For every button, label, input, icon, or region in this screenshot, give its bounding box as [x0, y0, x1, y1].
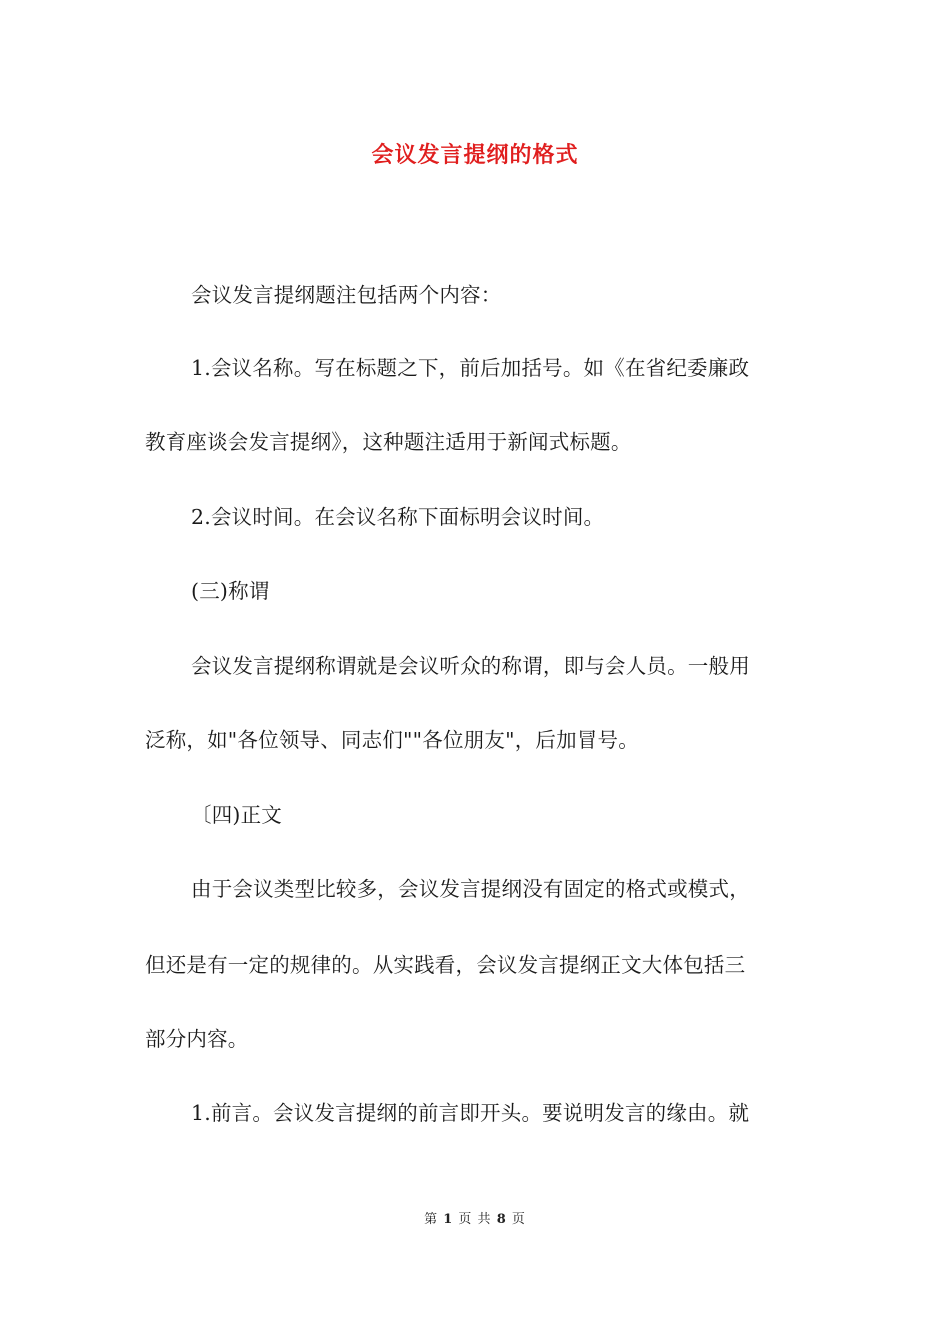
- document-title: 会议发言提纲的格式: [371, 142, 579, 168]
- paragraph-line: 教育座谈会发言提纲》，这种题注适用于新闻式标题。: [145, 430, 632, 454]
- paragraph-line: 会议发言提纲称谓就是会议听众的称谓，即与会人员。一般用: [191, 654, 750, 678]
- paragraph-line: 由于会议类型比较多，会议发言提纲没有固定的格式或模式，: [191, 877, 750, 901]
- section-heading: (三)称谓: [191, 579, 270, 603]
- paragraph-line: 会议发言提纲题注包括两个内容：: [191, 283, 502, 307]
- footer-suffix: 页: [511, 1212, 526, 1227]
- footer-middle: 页 共: [458, 1212, 492, 1227]
- paragraph-line: 1.前言。会议发言提纲的前言即开头。要说明发言的缘由。就: [191, 1101, 750, 1125]
- paragraph-line: 泛称，如"各位领导、同志们""各位朋友"，后加冒号。: [145, 728, 639, 752]
- footer-page-number: 1: [443, 1212, 454, 1227]
- section-heading: 〔四)正文: [191, 803, 282, 827]
- paragraph-line: 2.会议时间。在会议名称下面标明会议时间。: [191, 505, 605, 529]
- page-footer: [0, 1208, 950, 1227]
- paragraph-line: 但还是有一定的规律的。从实践看，会议发言提纲正文大体包括三: [145, 953, 746, 977]
- footer-prefix: 第: [424, 1212, 439, 1227]
- paragraph-line: 1.会议名称。写在标题之下，前后加括号。如《在省纪委廉政: [191, 356, 750, 380]
- paragraph-line: 部分内容。: [145, 1027, 249, 1051]
- footer-total-pages: 8: [496, 1212, 507, 1227]
